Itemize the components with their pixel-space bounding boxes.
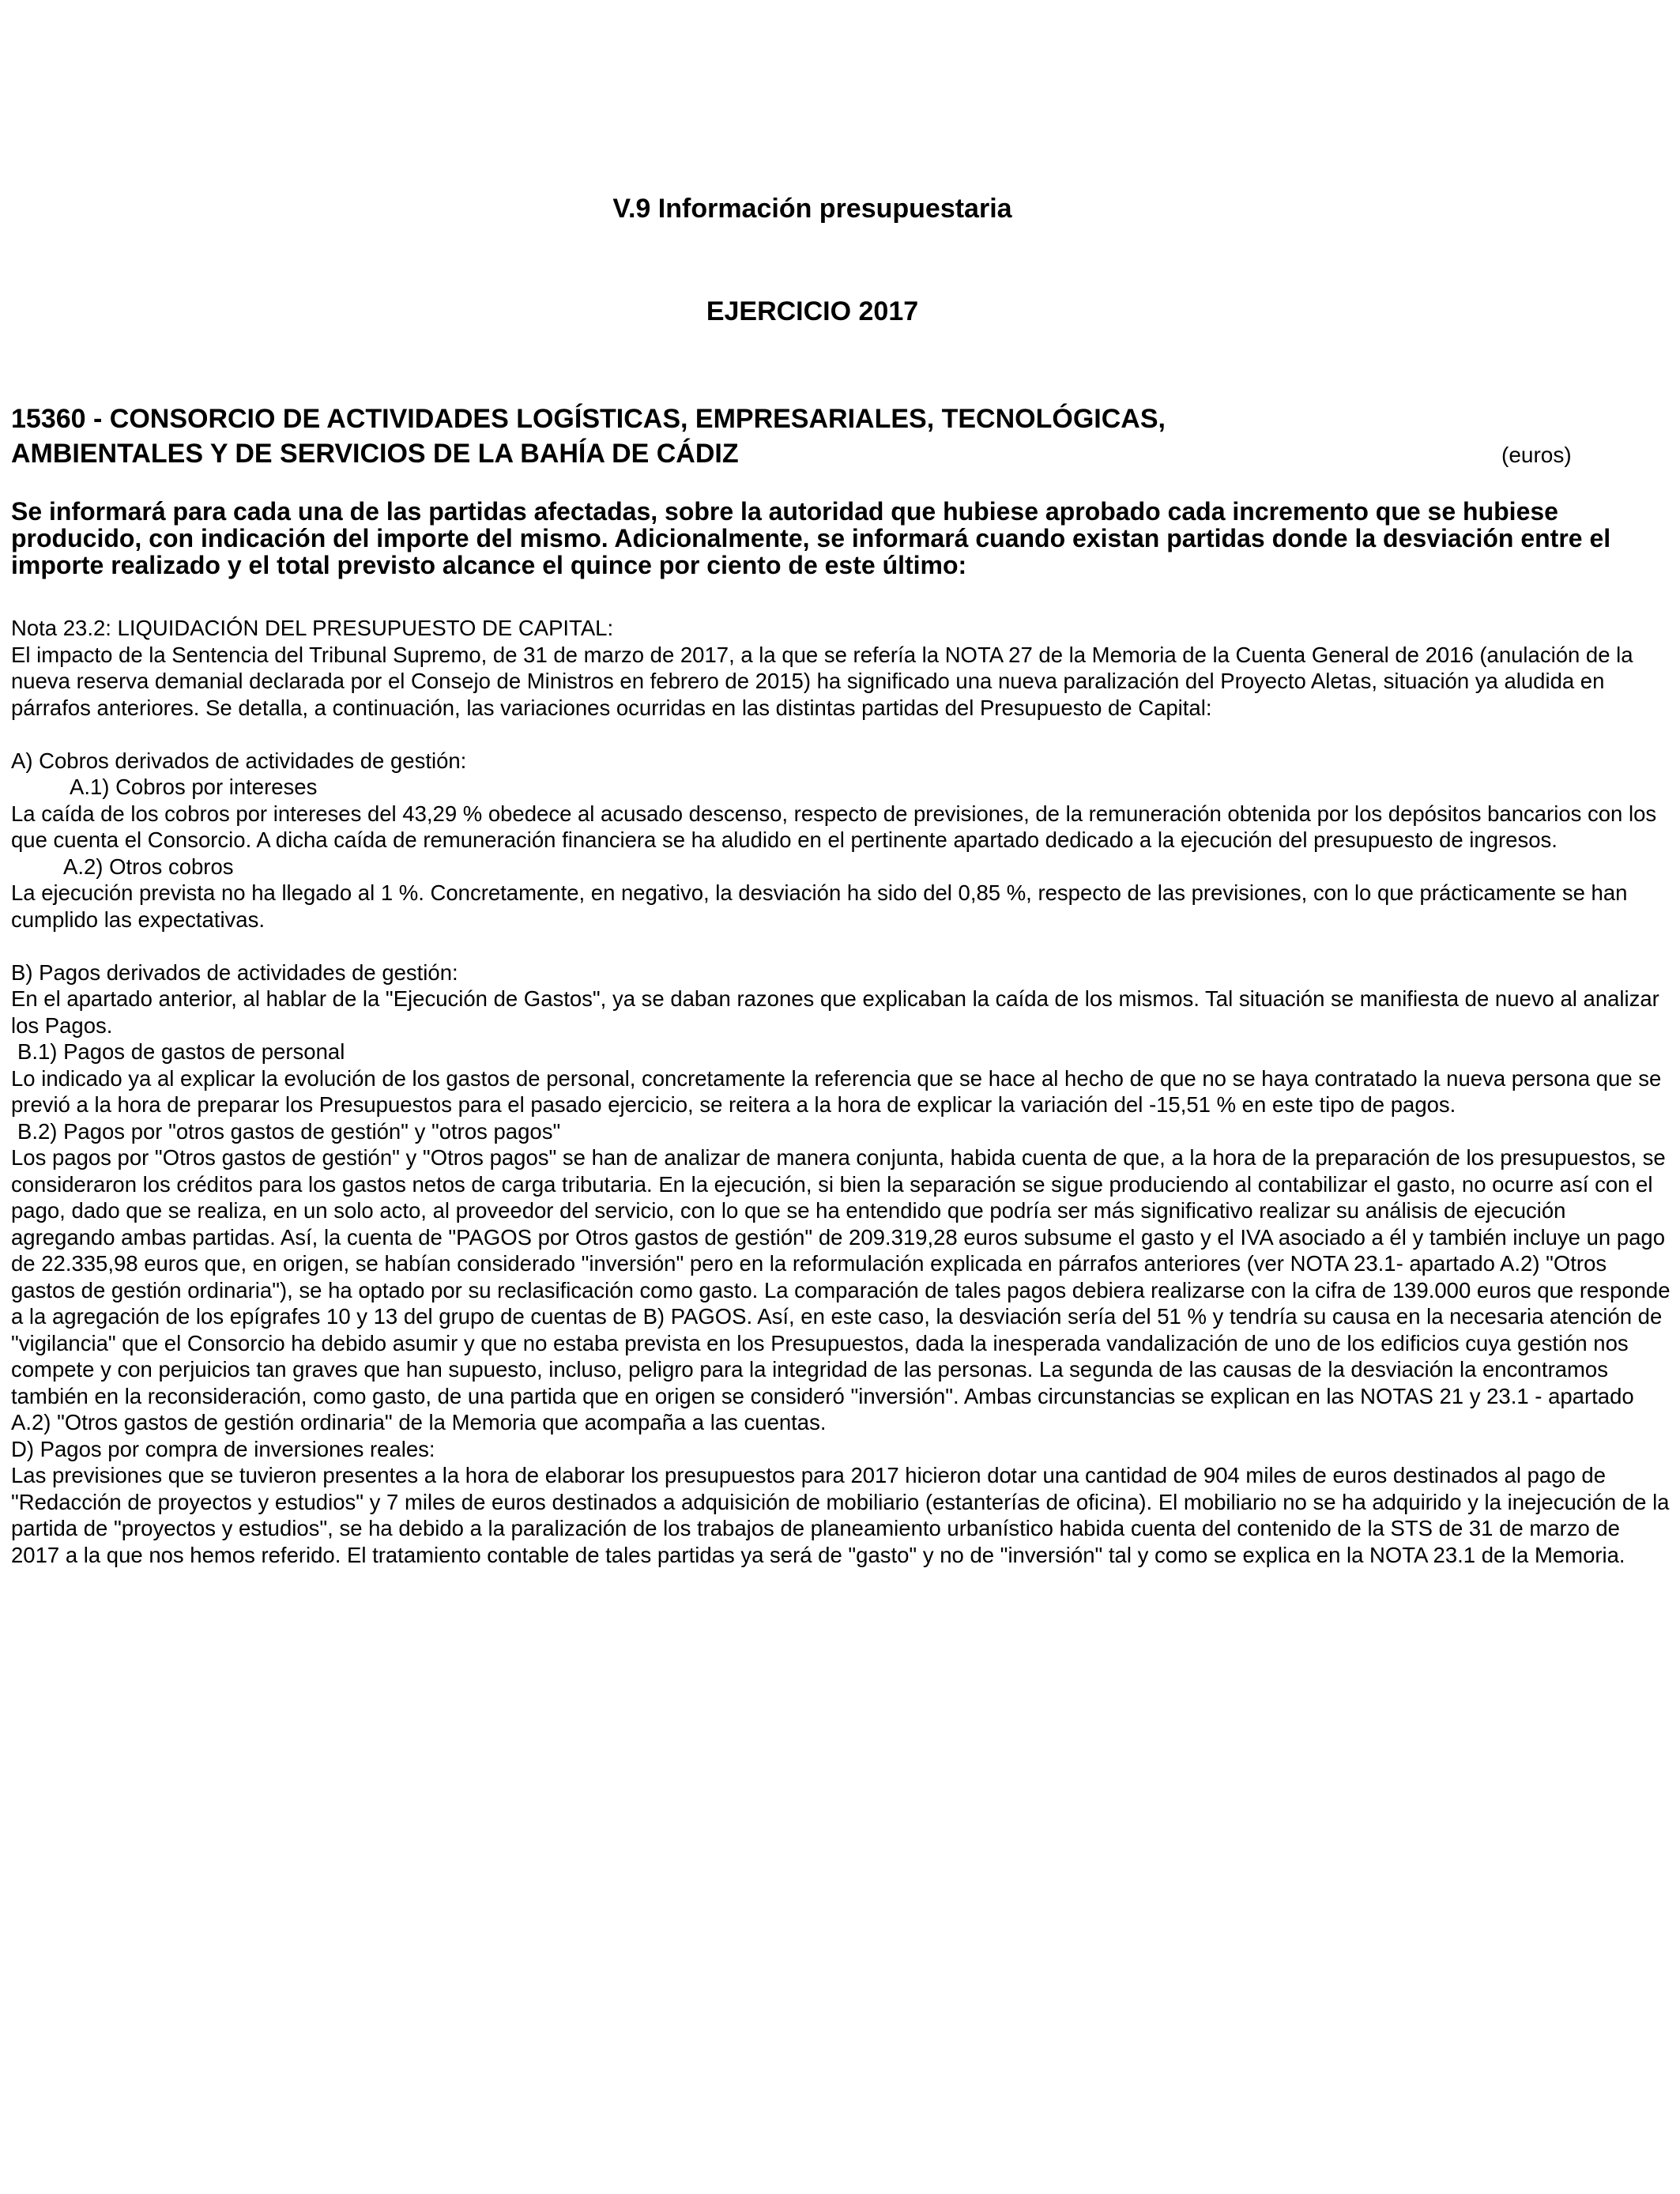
section-a1-heading: A.1) Cobros por intereses [70,775,318,799]
fiscal-year-heading: EJERCICIO 2017 [706,296,919,326]
section-b1-text: Lo indicado ya al explicar la evolución de los gastos de personal, concretamente la referencia que se hace al hecho de que no se haya contratado la nueva persona que se previó a la hora de preparar los Presupuestos para el pasado ejercicio, se reitera a la hora de explicar la variación del -15,51 % en este tipo de pagos. [11,1065,1662,1117]
section-b-heading: B) Pagos derivados de actividades de gestión: [11,959,458,985]
section-b-text: En el apartado anterior, al hablar de la "Ejecución de Gastos", ya se daban razones que explicaban la caída de los mismos. Tal situación se manifiesta de nuevo al analizar los Pagos. [11,986,1659,1038]
section-d-heading: D) Pagos por compra de inversiones reales: [11,1436,435,1461]
section-b1-heading: B.1) Pagos de gastos de personal [17,1039,345,1064]
entity-heading [11,401,1481,471]
section-a2-heading: A.2) Otros cobros [63,854,234,879]
section-b2-text: Los pagos por "Otros gastos de gestión" y "Otros pagos" se han de analizar de manera conjunta, habida cuenta de que, a la hora de la preparación de los presupuestos, se consideraron los créditos para los gastos netos de carga tributaria. En la ejecución, si bien la separación se sigue produciendo al contabilizar el gasto, no ocurre así con el pago, dado que se realiza, en un solo acto, al proveedor del servicio, con lo que se ha entendido que podría ser más significativo realizar su análisis de ejecución agregando ambas partidas. Así, la cuenta de "PAGOS por Otros gastos de gestión" de 209.319,28 euros subsume el gasto y el IVA asociado a él y también incluye un pago de 22.335,98 euros que, en origen, se habían considerado "inversión" pero en la reformulación explicada en párrafos anteriores (ver NOTA 23.1- apartado A.2) "Otros gastos de gestión ordinaria"), se ha optado por su reclasificación como gasto. La comparación de tales pagos debiera realizarse con la cifra de 139.000 euros que responde a la agregación de los epígrafes 10 y 13 del grupo de cuentas de B) PAGOS. Así, en este caso, la desviación sería del 51 % y tendría su causa en la necesaria atención de "vigilancia" que el Consorcio ha debido asumir y que no estaba prevista en los Presupuestos, dada la inesperada vandalización de uno de los edificios cuya gestión nos compete y con perjuicios tan graves que han supuesto, incluso, peligro para la integridad de las personas. La segunda de las causas de la desviación la encontramos también en la reconsideración, como gasto, de una partida que en origen se consideró "inversión". Ambas circunstancias se explican en las NOTAS 21 y 23.1 - apartado A.2) "Otros gastos de gestión ordinaria" de la Memoria que acompaña a las cuentas. [11,1145,1671,1434]
section-a-heading: A) Cobros derivados de actividades de gestión: [11,748,467,773]
intro-paragraph: Se informará para cada una de las partidas afectadas, sobre la autoridad que hubiese aprobado cada incremento que se hubiese producido, con indicación del importe del mismo. Adicionalmente, se informará cuando existan partidas donde la desviación entre el importe realizado y el total previsto alcance el quince por ciento de este último: [11,497,1611,579]
section-title: V.9 Información presupuestaria [612,194,1012,224]
entity-heading-line2: AMBIENTALES Y DE SERVICIOS DE LA BAHÍA DE CÁDIZ [11,439,739,469]
section-a1-text: La caída de los cobros por intereses del 43,29 % obedece al acusado descenso, respecto de previsiones, de la remuneración obtenida por los depósitos bancarios con los que cuenta el Consorcio. A dicha caída de remuneración financiera se ha aludido en el pertinente apartado dedicado a la ejecución del presupuesto de ingresos. [11,801,1657,852]
currency-units: (euros) [1501,443,1572,467]
spacer [11,933,1671,959]
section-d-text: Las previsiones que se tuvieron presentes a la hora de elaborar los presupuestos para 2017 hicieron dotar una cantidad de 904 miles de euros destinados al pago de "Redacción de proyectos y estudios" y 7 miles de euros destinados a adquisición de mobiliario (estanterías de oficina). El mobiliario no se ha adquirido y la inejecución de la partida de "proyectos y estudios", se ha debido a la paralización de los trabajos de planeamiento urbanístico habida cuenta del contenido de la STS de 31 de marzo de 2017 a la que nos hemos referido. El tratamiento contable de tales partidas ya será de "gasto" y no de "inversión" tal y como se explica en la NOTA 23.1 de la Memoria. [11,1463,1670,1567]
section-b2-heading: B.2) Pagos por "otros gastos de gestión" y "otros pagos" [17,1118,561,1144]
note-body [11,615,1671,1568]
entity-heading-line1: 15360 - CONSORCIO DE ACTIVIDADES LOGÍSTICAS, EMPRESARIALES, TECNOLÓGICAS, [11,404,1166,434]
note-paragraph-impact: El impacto de la Sentencia del Tribunal Supremo, de 31 de marzo de 2017, a la que se refería la NOTA 27 de la Memoria de la Cuenta General de 2016 (anulación de la nueva reserva demanial declarada por el Consejo de Ministros en febrero de 2015) ha significado una nueva paralización del Proyecto Aletas, situación ya aludida en párrafos anteriores. Se detalla, a continuación, las variaciones ocurridas en las distintas partidas del Presupuesto de Capital: [11,642,1633,720]
note-title: Nota 23.2: LIQUIDACIÓN DEL PRESUPUESTO DE CAPITAL: [11,616,614,640]
section-a2-text: La ejecución prevista no ha llegado al 1 %. Concretamente, en negativo, la desviación ha sido del 0,85 %, respecto de las previsiones, con lo que prácticamente se han cumplido las expectativas. [11,880,1628,932]
spacer [11,721,1671,748]
